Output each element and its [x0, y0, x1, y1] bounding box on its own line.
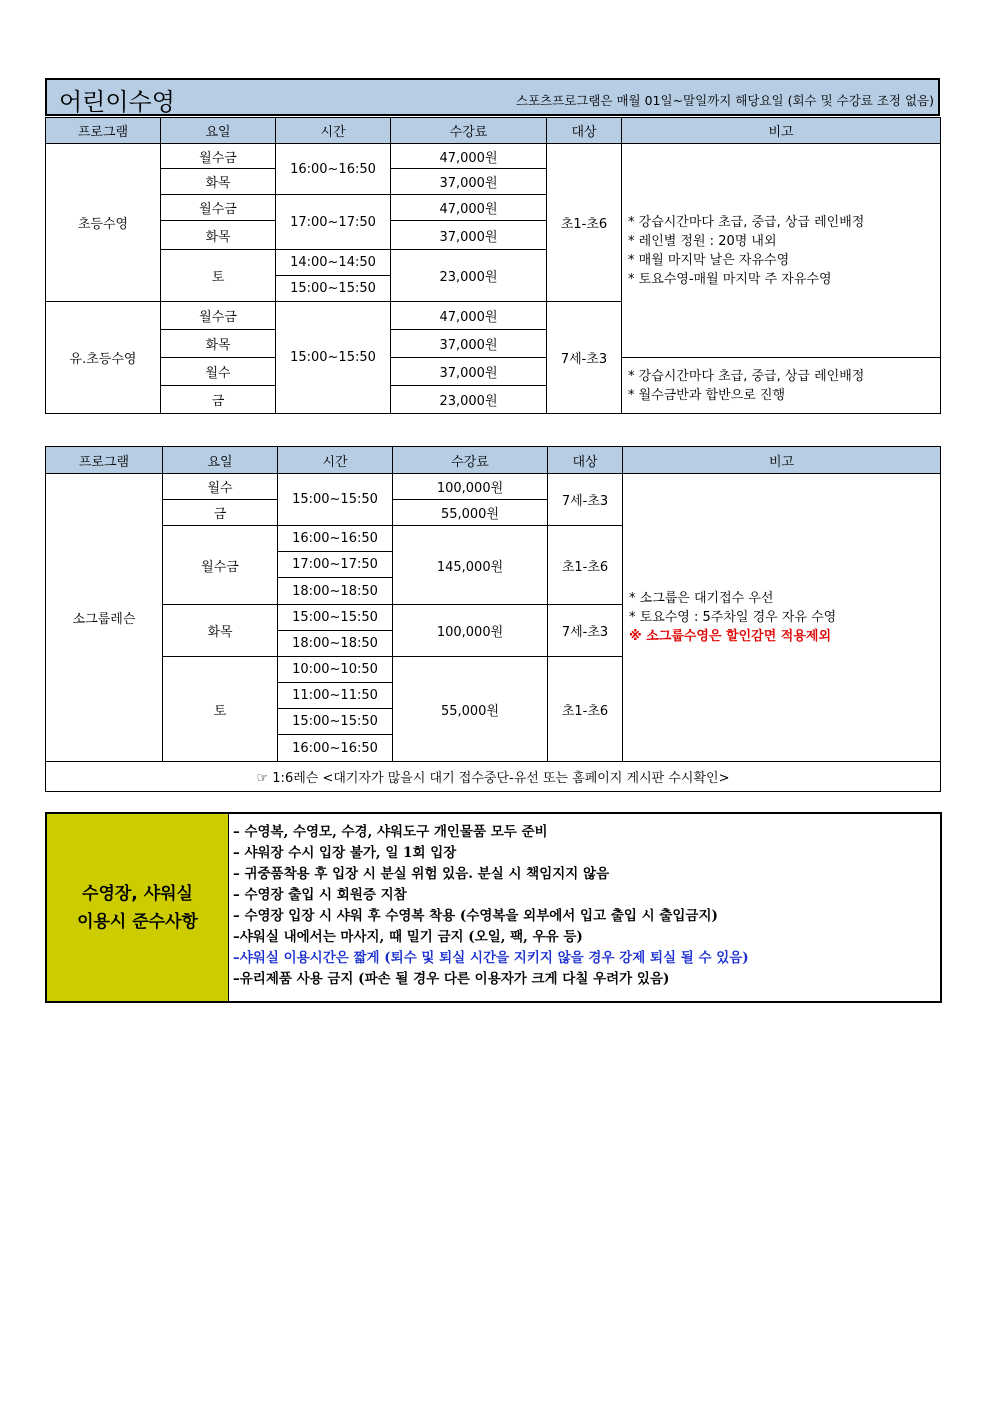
day-cell: 화목	[161, 330, 276, 358]
col-header-note: 비고	[623, 447, 941, 474]
table-footer-note: ☞ 1:6레슨 <대기자가 많을시 대기 접수중단-유선 또는 홈페이지 게시판 수시확인>	[46, 762, 941, 792]
fee-cell: 23,000원	[391, 250, 547, 302]
day-cell: 월수금	[163, 526, 278, 605]
program-cell: 초등수영	[46, 144, 161, 302]
col-header-program: 프로그램	[46, 118, 161, 144]
rules-list	[233, 822, 749, 990]
day-cell: 월수	[161, 358, 276, 386]
time-cell: 15:00~15:50	[276, 302, 391, 414]
col-header-program: 프로그램	[46, 447, 163, 474]
col-header-fee: 수강료	[391, 118, 547, 144]
note-line: * 토요수영 : 5주차일 경우 자유 수영	[629, 610, 837, 625]
day-cell: 토	[161, 250, 276, 302]
fee-cell: 55,000원	[393, 500, 548, 526]
program-cell: 유.초등수영	[46, 302, 161, 414]
note-line: * 월수금반과 합반으로 진행	[628, 387, 786, 403]
time-cell: 11:00~11:50	[278, 683, 393, 709]
rule-item: – 수영장 출입 시 회원증 지참	[233, 887, 407, 903]
program-cell: 소그룹레슨	[46, 474, 163, 762]
time-cell: 17:00~17:50	[276, 195, 391, 250]
target-cell: 초1-초6	[548, 657, 623, 762]
time-cell: 15:00~15:50	[276, 276, 391, 302]
target-cell: 초1-초6	[547, 144, 622, 302]
col-header-note: 비고	[622, 118, 941, 144]
rule-item: –샤워실 내에서는 마사지, 때 밀기 금지 (오일, 팩, 우유 등)	[233, 929, 583, 945]
time-cell: 15:00~15:50	[278, 709, 393, 735]
fee-cell: 100,000원	[393, 605, 548, 657]
day-cell: 화목	[161, 221, 276, 250]
day-cell: 금	[161, 386, 276, 414]
time-cell: 10:00~10:50	[278, 657, 393, 683]
day-cell: 금	[163, 500, 278, 526]
rules-label-line: 이용시 준수사항	[77, 911, 198, 932]
time-cell: 16:00~16:50	[276, 144, 391, 195]
time-cell: 15:00~15:50	[278, 474, 393, 526]
fee-cell: 47,000원	[391, 302, 547, 330]
fee-cell: 37,000원	[391, 358, 547, 386]
schedule-table-1	[45, 117, 940, 414]
note-line: * 레인별 정원 : 20명 내외	[628, 233, 777, 249]
title-bar	[45, 78, 940, 116]
time-cell: 16:00~16:50	[278, 735, 393, 762]
fee-cell: 47,000원	[391, 195, 547, 221]
day-cell: 월수금	[161, 302, 276, 330]
page-subtitle: 스포츠프로그램은 매월 01일~말일까지 해당요일 (회수 및 수강료 조정 없음)	[515, 93, 934, 108]
rule-item-highlight: –샤워실 이용시간은 짧게 (퇴수 및 퇴실 시간을 지키지 않을 경우 강제 퇴실 될 수 있음)	[233, 950, 749, 966]
rule-item: – 귀중품착용 후 입장 시 분실 위험 있음. 분실 시 책임지지 않음	[233, 866, 610, 882]
rules-box	[45, 812, 942, 1003]
schedule-table-2	[45, 446, 940, 792]
col-header-day: 요일	[163, 447, 278, 474]
note-cell	[623, 474, 941, 762]
day-cell: 월수금	[161, 144, 276, 169]
col-header-day: 요일	[161, 118, 276, 144]
fee-cell: 100,000원	[393, 474, 548, 500]
rule-item: – 수영장 입장 시 샤워 후 수영복 착용 (수영복을 외부에서 입고 출입 시 출입금지)	[233, 908, 718, 924]
day-cell: 토	[163, 657, 278, 762]
time-cell: 14:00~14:50	[276, 250, 391, 276]
note-warning: ※ 소그룹수영은 할인감면 적용제외	[629, 629, 832, 644]
page-title: 어린이수영	[59, 88, 175, 116]
target-cell: 7세-초3	[548, 605, 623, 657]
time-cell: 18:00~18:50	[278, 631, 393, 657]
day-cell: 화목	[161, 169, 276, 195]
time-cell: 16:00~16:50	[278, 526, 393, 552]
note-cell	[622, 358, 941, 414]
fee-cell: 55,000원	[393, 657, 548, 762]
day-cell: 월수	[163, 474, 278, 500]
target-cell: 7세-초3	[547, 302, 622, 414]
col-header-target: 대상	[547, 118, 622, 144]
rule-item: –유리제품 사용 금지 (파손 될 경우 다른 이용자가 크게 다칠 우려가 있음)	[233, 971, 670, 987]
note-line: * 토요수영-매월 마지막 주 자유수영	[628, 271, 832, 287]
note-line: * 강습시간마다 초급, 중급, 상급 레인배정	[628, 368, 865, 384]
target-cell: 초1-초6	[548, 526, 623, 605]
time-cell: 18:00~18:50	[278, 578, 393, 605]
time-cell: 17:00~17:50	[278, 552, 393, 578]
time-cell: 15:00~15:50	[278, 605, 393, 631]
col-header-fee: 수강료	[393, 447, 548, 474]
col-header-time: 시간	[276, 118, 391, 144]
fee-cell: 47,000원	[391, 144, 547, 169]
rule-item: – 수영복, 수영모, 수경, 샤워도구 개인물품 모두 준비	[233, 824, 548, 840]
col-header-target: 대상	[548, 447, 623, 474]
note-cell	[622, 144, 941, 358]
note-line: * 강습시간마다 초급, 중급, 상급 레인배정	[628, 214, 865, 230]
rules-label-line: 수영장, 샤워실	[82, 883, 193, 904]
rules-label	[47, 814, 229, 1001]
note-line: * 소그룹은 대기접수 우선	[629, 591, 774, 606]
fee-cell: 145,000원	[393, 526, 548, 605]
target-cell: 7세-초3	[548, 474, 623, 526]
col-header-time: 시간	[278, 447, 393, 474]
day-cell: 화목	[163, 605, 278, 657]
day-cell: 월수금	[161, 195, 276, 221]
fee-cell: 37,000원	[391, 221, 547, 250]
rule-item: – 샤워장 수시 입장 불가, 일 1회 입장	[233, 845, 457, 861]
fee-cell: 37,000원	[391, 169, 547, 195]
fee-cell: 37,000원	[391, 330, 547, 358]
note-line: * 매월 마지막 날은 자유수영	[628, 252, 790, 268]
fee-cell: 23,000원	[391, 386, 547, 414]
